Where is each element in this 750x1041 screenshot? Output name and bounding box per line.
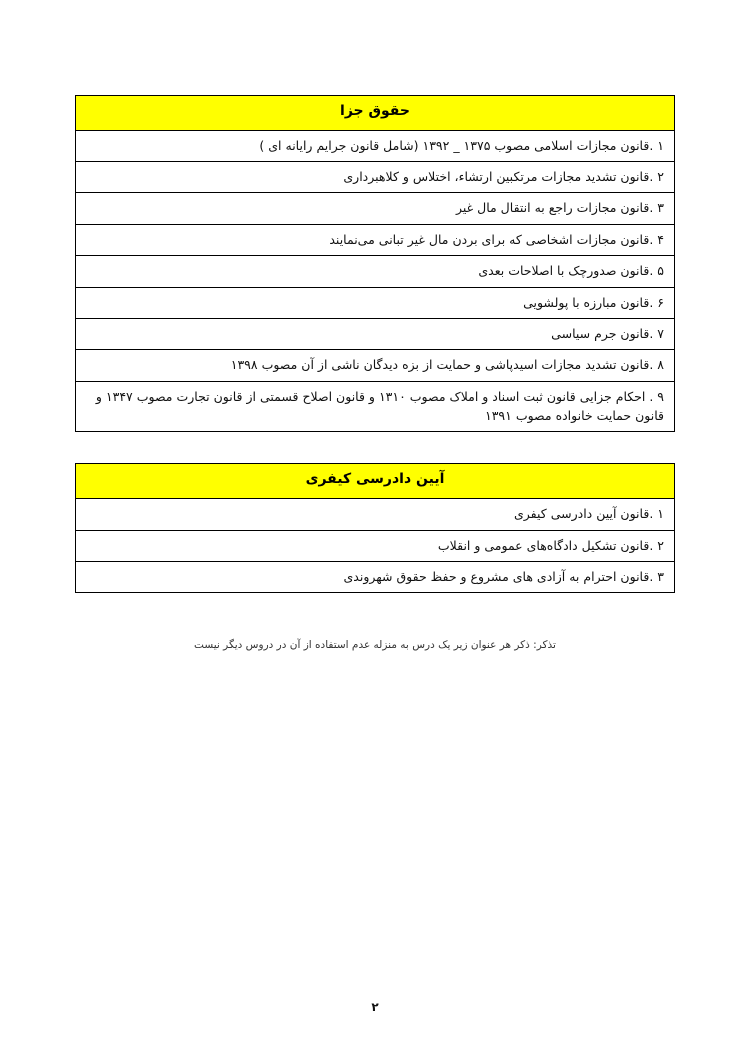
page-number: ۲	[371, 1000, 379, 1014]
list-item: ۹ . احکام جزایی قانون ثبت اسناد و املاک مصوب ۱۳۱۰ و قانون اصلاح قسمتی از قانون تجارت مصوب ۱۳۴۷ و قانون حمایت خانواده مصوب ۱۳۹۱	[76, 381, 675, 432]
document-content	[75, 95, 675, 651]
list-item: ۱ .قانون آیین دادرسی کیفری	[76, 499, 675, 530]
list-item: ۷ .قانون جرم سیاسی	[76, 318, 675, 349]
section-title: حقوق جزا	[76, 96, 675, 131]
table-row	[76, 561, 675, 592]
table-row	[76, 193, 675, 224]
list-item: ۲ .قانون تشکیل دادگاه‌های عمومی و انقلاب	[76, 530, 675, 561]
list-item: ۶ .قانون مبارزه با پولشویی	[76, 287, 675, 318]
table-row	[76, 224, 675, 255]
section-title: آیین دادرسی کیفری	[76, 464, 675, 499]
table-row	[76, 162, 675, 193]
table-row	[76, 530, 675, 561]
list-item: ۲ .قانون تشدید مجازات مرتکبین ارتشاء، اختلاس و کلاهبرداری	[76, 162, 675, 193]
table-row	[76, 130, 675, 161]
section-table-criminal-law	[75, 95, 675, 432]
list-item: ۸ .قانون تشدید مجازات اسیدپاشی و حمایت از بزه دیدگان ناشی از آن مصوب ۱۳۹۸	[76, 350, 675, 381]
table-header-row	[76, 464, 675, 499]
table-row	[76, 381, 675, 432]
table-row	[76, 256, 675, 287]
table-row	[76, 350, 675, 381]
table-row	[76, 499, 675, 530]
section-table-criminal-procedure	[75, 463, 675, 593]
list-item: ۵ .قانون صدورچک با اصلاحات بعدی	[76, 256, 675, 287]
list-item: ۳ .قانون احترام به آزادی های مشروع و حفظ حقوق شهروندی	[76, 561, 675, 592]
section-spacer	[75, 432, 675, 463]
footer-note: تذکر: ذکر هر عنوان زیر یک درس به منزله عدم استفاده از آن در دروس دیگر نیست	[194, 639, 556, 652]
list-item: ۱ .قانون مجازات اسلامی مصوب ۱۳۷۵ _ ۱۳۹۲ (شامل قانون جرایم رایانه ای )	[76, 130, 675, 161]
table-header-row	[76, 96, 675, 131]
list-item: ۳ .قانون مجازات راجع به انتقال مال غیر	[76, 193, 675, 224]
list-item: ۴ .قانون مجازات اشخاصی که برای بردن مال غیر تبانی می‌نمایند	[76, 224, 675, 255]
table-row	[76, 287, 675, 318]
table-row	[76, 318, 675, 349]
